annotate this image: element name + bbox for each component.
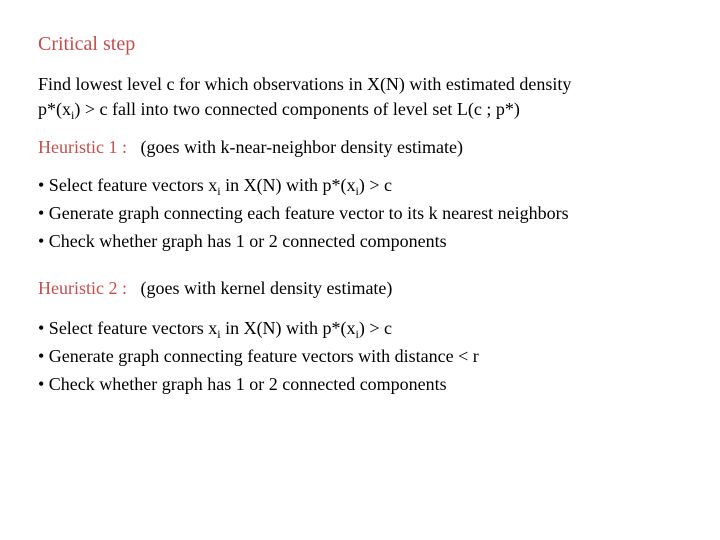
subscript-i: i <box>217 184 221 198</box>
bullet-text: • Select feature vectors x <box>38 175 218 195</box>
list-item <box>38 314 479 342</box>
subscript-i: i <box>355 327 359 341</box>
heuristic-1-heading <box>38 137 463 158</box>
list-item: • Generate graph connecting each feature vector to its k nearest neighbors <box>38 203 569 223</box>
subscript-i: i <box>71 108 75 122</box>
subscript-i: i <box>217 327 221 341</box>
bullet-text: in X(N) with p*(x <box>220 318 356 338</box>
bullet-text: ) > c <box>358 318 393 338</box>
bullet-text: • Select feature vectors x <box>38 318 218 338</box>
heuristic-1-label: Heuristic 1 : <box>38 137 127 157</box>
intro-line-2-start: p*(x <box>38 99 71 119</box>
slide-title: Critical step <box>38 33 136 55</box>
bullet-text: in X(N) with p*(x <box>220 175 356 195</box>
heuristic-2-description: (goes with kernel density estimate) <box>140 278 393 298</box>
intro-text <box>38 72 571 122</box>
heuristic-2-bullets <box>38 314 479 398</box>
heuristic-1-description: (goes with k-near-neighbor density estimate) <box>140 137 464 157</box>
heuristic-2-label: Heuristic 2 : <box>38 278 127 298</box>
list-item <box>38 171 569 199</box>
list-item: • Check whether graph has 1 or 2 connected components <box>38 231 447 251</box>
intro-line-1: Find lowest level c for which observations in X(N) with estimated density <box>38 74 572 94</box>
intro-line-2-end: ) > c fall into two connected components of level set L(c ; p*) <box>74 99 520 119</box>
heuristic-2-heading <box>38 278 392 299</box>
list-item: • Check whether graph has 1 or 2 connected components <box>38 374 447 394</box>
bullet-text: ) > c <box>358 175 393 195</box>
subscript-i: i <box>355 184 359 198</box>
list-item: • Generate graph connecting feature vectors with distance < r <box>38 346 479 366</box>
intro-line-2 <box>38 97 571 122</box>
heuristic-1-bullets <box>38 171 569 255</box>
